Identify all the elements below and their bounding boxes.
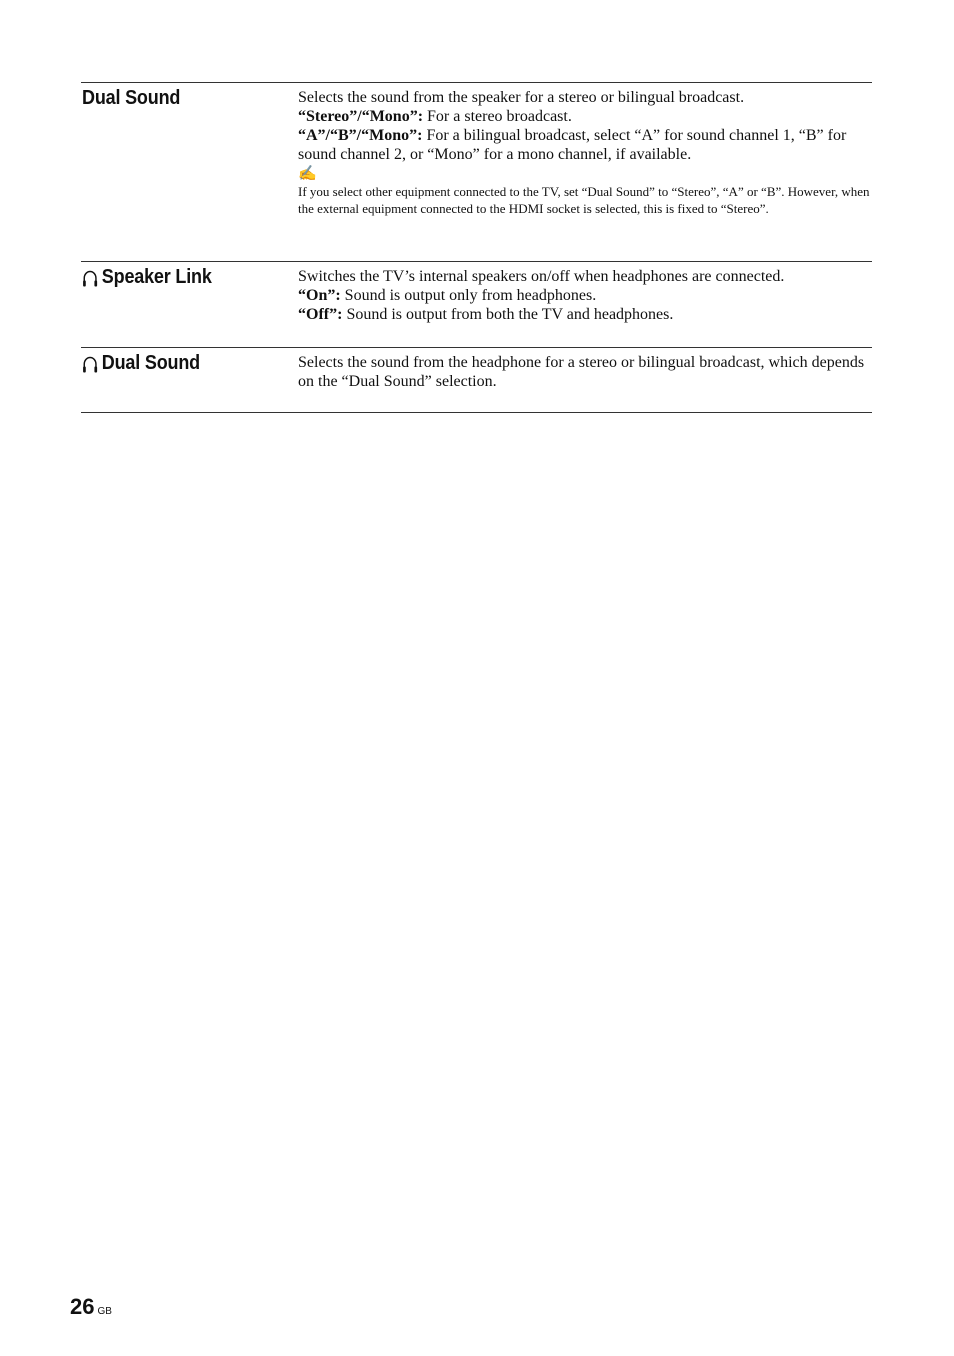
setting-description xyxy=(298,83,872,217)
setting-description xyxy=(298,348,872,391)
option-stereo-mono xyxy=(298,107,872,126)
setting-label xyxy=(82,266,212,289)
setting-row-dual-sound xyxy=(81,82,872,261)
headphones-icon xyxy=(82,268,98,288)
setting-description xyxy=(298,262,872,324)
option-text: For a stereo broadcast. xyxy=(423,108,572,125)
setting-label-text: Dual Sound xyxy=(101,352,200,374)
page-number-value: 26 xyxy=(70,1294,95,1319)
option-term: “On”: xyxy=(298,287,341,304)
option-on xyxy=(298,286,872,305)
option-text: Sound is output from both the TV and headphones. xyxy=(342,306,674,323)
page-number xyxy=(70,1294,112,1320)
description-text: Selects the sound from the speaker for a stereo or bilingual broadcast. xyxy=(298,89,745,106)
headphones-icon xyxy=(82,354,98,374)
description-text: Selects the sound from the headphone for a stereo or bilingual broadcast, which depends on the “Dual Sound” selection. xyxy=(298,354,865,390)
setting-label xyxy=(82,87,180,110)
setting-label-text: Speaker Link xyxy=(101,266,212,288)
settings-table xyxy=(81,82,872,413)
page-region-code: GB xyxy=(97,1306,112,1317)
setting-row-headphone-dual-sound xyxy=(81,347,872,413)
note-pencil-icon: ✍ xyxy=(298,166,317,182)
option-term: “Stereo”/“Mono”: xyxy=(298,108,424,125)
description-text: Switches the TV’s internal speakers on/off when headphones are connected. xyxy=(298,268,785,285)
option-text: For a bilingual broadcast, select “A” for sound channel 1, “B” for sound channel 2, or “Mono” for a mono channel, if available. xyxy=(298,127,847,163)
setting-label xyxy=(82,352,200,375)
note-text: If you select other equipment connected to the TV, set “Dual Sound” to “Stereo”, “A” or “B”. However, when the external equipment connected to the HDMI socket is selected, this is fixed to “Stereo”. xyxy=(298,184,870,216)
option-off xyxy=(298,305,872,324)
option-a-b-mono xyxy=(298,126,872,164)
option-text: Sound is output only from headphones. xyxy=(340,287,597,304)
setting-row-headphone-speaker-link xyxy=(81,261,872,347)
setting-label-text: Dual Sound xyxy=(82,87,181,109)
option-term: “Off”: xyxy=(298,306,343,323)
option-term: “A”/“B”/“Mono”: xyxy=(298,127,423,144)
